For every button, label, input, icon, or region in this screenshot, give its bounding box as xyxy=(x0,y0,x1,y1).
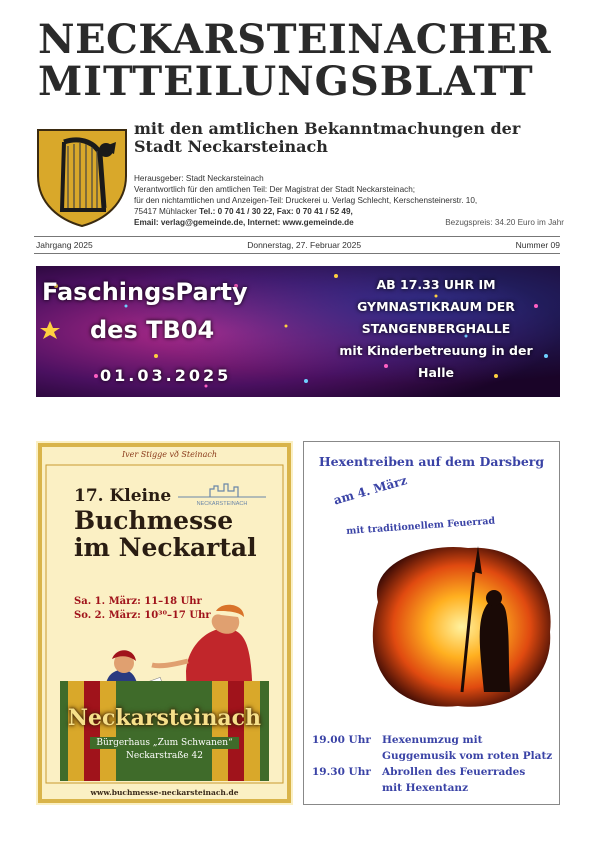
banner-detail-1: AB 17.33 UHR IM xyxy=(376,277,496,292)
logo-text: NECKARSTEINACH xyxy=(196,501,248,507)
schedule-time: 19.30 Uhr xyxy=(312,766,371,778)
artist-credit: Iver Stigge vð Steinach xyxy=(122,450,217,459)
banner-date: 01.03.2025 xyxy=(100,366,232,385)
issue-date: Donnerstag, 27. Februar 2025 xyxy=(247,240,362,250)
issue-number: Nummer 09 xyxy=(515,240,560,250)
issue-volume: Jahrgang 2025 xyxy=(36,240,93,250)
witches-subtitle: mit traditionellem Feuerrad xyxy=(346,515,496,537)
schedule-text: Guggemusik vom roten Platz xyxy=(382,750,553,762)
heraldic-band xyxy=(60,681,269,781)
book-fair-edition: 17. Kleine xyxy=(74,486,172,506)
book-fair-venue xyxy=(36,737,293,763)
imprint-line3: für den nichtamtlichen und Anzeigen-Teil: Druckerei u. Verlag Schlecht, Kerschensteinerstr. 10, xyxy=(134,196,478,205)
schedule-row xyxy=(312,764,557,780)
banner-detail-4: mit Kinderbetreuung in der xyxy=(339,343,533,358)
book-fair-day1: Sa. 1. März: 11–18 Uhr xyxy=(74,596,202,607)
book-fair-venue-name: Bürgerhaus „Zum Schwanen“ xyxy=(90,737,238,749)
subtitle-line2: Stadt Neckarsteinach xyxy=(134,137,328,156)
banner-details xyxy=(318,274,554,384)
imprint-phone: Tel.: 0 70 41 / 30 22, Fax: 0 70 41 / 52 49, xyxy=(199,207,353,216)
masthead-subtitle xyxy=(134,120,564,156)
imprint-email: Email: verlag@gemeinde.de, Internet: www.gemeinde.de xyxy=(134,218,354,227)
book-fair-title-line1: Buchmesse xyxy=(74,506,234,535)
banner-title-line1: FaschingsParty xyxy=(42,278,248,306)
book-fair-poster xyxy=(36,441,293,805)
banner-title-line2: des TB04 xyxy=(90,316,215,344)
imprint-line4 xyxy=(134,206,564,217)
schedule-time: 19.00 Uhr xyxy=(312,734,371,746)
masthead xyxy=(38,16,560,105)
witches-title: Hexentreiben auf dem Darsberg xyxy=(318,454,545,469)
book-fair-title-line2: im Neckartal xyxy=(74,533,257,562)
imprint-price: Bezugspreis: 34.20 Euro im Jahr xyxy=(445,218,564,227)
banner-detail-5: Halle xyxy=(418,365,454,380)
book-fair-day2: So. 2. März: 10³⁰–17 Uhr xyxy=(74,610,211,621)
witches-poster xyxy=(303,441,560,805)
schedule-text: Abrollen des Feuerrades xyxy=(382,766,526,778)
schedule-row xyxy=(312,732,557,748)
banner-detail-3: STANGENBERGHALLE xyxy=(361,321,511,336)
divider-top xyxy=(34,236,560,237)
schedule-text: Hexenumzug mit xyxy=(382,734,483,746)
imprint-email-row xyxy=(134,217,564,228)
book-fair-url: www.buchmesse-neckarsteinach.de xyxy=(90,788,239,797)
book-fair-town: Neckarsteinach xyxy=(67,705,262,731)
book-fair-dates xyxy=(74,595,211,623)
book-fair-title xyxy=(74,507,289,561)
faschings-party-banner xyxy=(36,266,560,397)
coat-of-arms-icon xyxy=(34,124,130,228)
schedule-row-cont xyxy=(312,780,557,796)
castle-logo-icon xyxy=(174,481,270,507)
banner-detail-2: GYMNASTIKRAUM DER xyxy=(357,299,515,314)
divider-bottom xyxy=(34,253,560,254)
imprint-address: 75417 Mühlacker xyxy=(134,207,200,216)
masthead-line2: MITTEILUNGSBLATT xyxy=(38,58,534,105)
imprint-line2: Verantwortlich für den amtlichen Teil: Der Magistrat der Stadt Neckarsteinach; xyxy=(134,185,416,194)
schedule-row-cont xyxy=(312,748,557,764)
schedule-text: mit Hexentanz xyxy=(382,782,469,794)
subtitle-line1: mit den amtlichen Bekanntmachungen der xyxy=(134,119,521,138)
imprint-line1: Herausgeber: Stadt Neckarsteinach xyxy=(134,174,264,183)
witches-schedule xyxy=(312,732,557,796)
masthead-line1: NECKARSTEINACHER xyxy=(38,16,552,63)
book-fair-street: Neckarstraße 42 xyxy=(120,750,209,762)
witches-date: am 4. März xyxy=(332,473,409,508)
issue-bar xyxy=(36,240,560,250)
imprint xyxy=(134,173,564,228)
fire-wheel-photo xyxy=(358,542,558,712)
